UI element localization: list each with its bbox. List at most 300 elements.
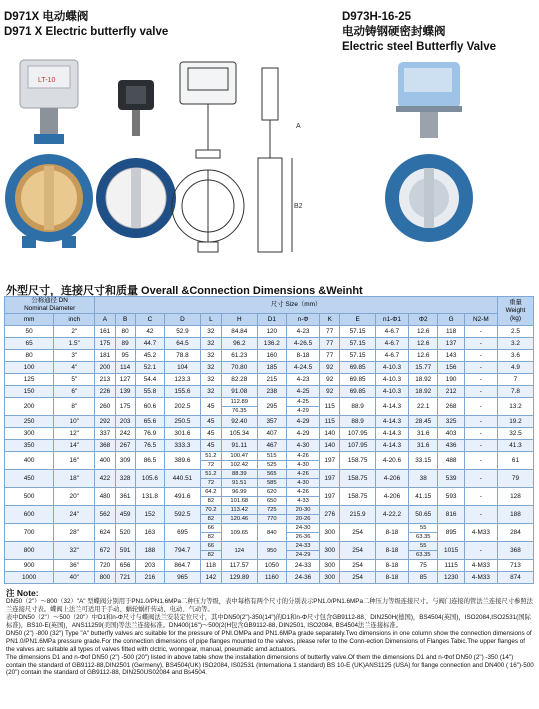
table-cell: 32.5	[497, 428, 533, 440]
table-cell: 64.5	[165, 338, 201, 350]
header-size: 尺寸 Size（mm）	[95, 297, 498, 314]
table-cell: 114	[115, 362, 135, 374]
table-row	[5, 524, 534, 542]
table-cell: -	[464, 398, 497, 416]
table-cell: 624	[95, 524, 115, 542]
table-cell: 128	[497, 488, 533, 506]
table-cell: 591	[115, 542, 135, 560]
table-cell: 309	[115, 452, 135, 470]
table-row	[5, 470, 534, 488]
table-row	[5, 440, 534, 452]
table-cell: 721	[115, 572, 135, 584]
table-cell: 51.2 72	[200, 452, 221, 470]
table-cell: -	[464, 374, 497, 386]
note-en-2: The dimensions D1 and n-Φof DN50 (2") -500 (20") listed in above table show the installation dimensions of butterfly valve.Of them the dimensions D1 and n-Φof DN50 (2") -350 (14") contain the standard of GB9112-88,DIN2501 (Germeny), BS4504(UK) ISO2084, IS02531 (Internationa 1 standard) BS 10-E (UK)ANS1125 (USA) for flange connection and DN400 ( 16")-500 (20") contain the standard of GB9112-88, DIN250US02084 and Bs4504.	[6, 654, 534, 677]
table-cell: 95	[115, 350, 135, 362]
table-cell: 92	[320, 386, 340, 398]
table-cell: 123.3	[165, 374, 201, 386]
table-cell: 295	[257, 398, 286, 416]
table-cell: 197	[320, 488, 340, 506]
table-cell: 1050	[257, 560, 286, 572]
table-cell: 250.5	[165, 416, 201, 428]
table-cell: 85	[409, 572, 438, 584]
product-photos	[0, 58, 539, 268]
table-cell: 80	[115, 326, 135, 338]
table-cell: 51.2 72	[200, 470, 221, 488]
table-cell: 874	[497, 572, 533, 584]
table-cell: 8-18	[375, 524, 408, 542]
table-cell: 32"	[54, 542, 95, 560]
table-cell: 600	[5, 506, 54, 524]
table-cell: 105.34	[222, 428, 258, 440]
table-cell: 15.77	[409, 362, 438, 374]
table-cell: 84.84	[222, 326, 258, 338]
table-cell: 45	[200, 428, 221, 440]
table-cell: 8-18	[375, 572, 408, 584]
table-cell: 32	[200, 338, 221, 350]
table-cell: 64.2 82	[200, 488, 221, 506]
table-cell: 104	[165, 362, 201, 374]
table-cell: 350	[5, 440, 54, 452]
table-cell: 4-14.3	[375, 416, 408, 428]
column-headers: mm inch A B C D L H D1 n-Φ K E n1-Φ1 Φ2 G N2-M	[5, 314, 534, 326]
table-cell: 4-6.7	[375, 326, 408, 338]
table-cell: 52.1	[135, 362, 164, 374]
table-cell: 215.9	[340, 506, 376, 524]
table-cell: 155.6	[165, 386, 201, 398]
table-cell: 202.5	[165, 398, 201, 416]
table-cell: 24-30 26-36	[287, 524, 320, 542]
table-cell: 12.6	[409, 326, 438, 338]
table-cell: 38	[409, 470, 438, 488]
table-cell: 440.51	[165, 470, 201, 488]
table-cell: 325	[438, 416, 464, 428]
table-cell: 20"	[54, 488, 95, 506]
table-cell: 203	[115, 416, 135, 428]
table-row	[5, 398, 534, 416]
table-cell: 720	[95, 560, 115, 572]
table-cell: 78.8	[165, 350, 201, 362]
note-title: 注 Note:	[6, 588, 39, 598]
table-cell: 4-206	[375, 488, 408, 506]
table-cell: 139	[115, 386, 135, 398]
table-cell: 61.23	[222, 350, 258, 362]
table-cell: 70.80	[222, 362, 258, 374]
table-cell: 4-M33	[464, 560, 497, 572]
table-cell: 2"	[54, 326, 95, 338]
table-cell: 127	[115, 374, 135, 386]
table-cell: 4-23	[287, 326, 320, 338]
table-cell: -	[464, 362, 497, 374]
table-row	[5, 374, 534, 386]
table-cell: 254	[340, 524, 376, 542]
table-cell: 213	[95, 374, 115, 386]
table-cell: 69.85	[340, 374, 376, 386]
table-cell: -	[464, 350, 497, 362]
table-cell: 41.3	[497, 440, 533, 452]
table-cell: 57.15	[340, 326, 376, 338]
table-cell: 436	[438, 440, 464, 452]
table-cell: 7.8	[497, 386, 533, 398]
table-cell: 4-14.3	[375, 440, 408, 452]
table-cell: 45	[200, 440, 221, 452]
table-row	[5, 452, 534, 470]
table-cell: 250	[5, 416, 54, 428]
table-cell: 12.6	[409, 338, 438, 350]
table-cell: 459	[115, 506, 135, 524]
table-cell: 672	[95, 542, 115, 560]
table-cell: 368	[497, 542, 533, 560]
table-row	[5, 386, 534, 398]
table-cell: 140	[320, 440, 340, 452]
table-cell: 28"	[54, 524, 95, 542]
table-cell: 57.15	[340, 338, 376, 350]
table-cell: 361	[115, 488, 135, 506]
table-cell: 620 650	[257, 488, 286, 506]
table-cell: 77	[320, 326, 340, 338]
table-row	[5, 350, 534, 362]
table-cell: -	[464, 386, 497, 398]
table-cell: 65.6	[135, 416, 164, 428]
table-cell: 491.6	[165, 488, 201, 506]
table-cell: 89	[115, 338, 135, 350]
table-cell: 156	[438, 362, 464, 374]
table-cell: 24-33 24-29	[287, 542, 320, 560]
table-cell: 840	[257, 524, 286, 542]
table-cell: 107.95	[340, 428, 376, 440]
table-cell: 284	[497, 524, 533, 542]
table-cell: 32	[200, 350, 221, 362]
table-cell: 131.8	[135, 488, 164, 506]
table-cell: 105.6	[135, 470, 164, 488]
table-cell: 136.2	[257, 338, 286, 350]
table-cell: 57.15	[340, 350, 376, 362]
table-cell: 4-10.3	[375, 362, 408, 374]
table-cell: 175	[95, 338, 115, 350]
table-cell: 188	[497, 506, 533, 524]
table-cell: 1015	[438, 542, 464, 560]
table-cell: 60.6	[135, 398, 164, 416]
table-cell: 216	[135, 572, 164, 584]
table-cell: 800	[95, 572, 115, 584]
table-row	[5, 572, 534, 584]
table-cell: 32	[200, 362, 221, 374]
table-cell: 260	[95, 398, 115, 416]
table-cell: -	[464, 470, 497, 488]
table-cell: 4-29	[287, 428, 320, 440]
table-cell: 400	[95, 452, 115, 470]
table-cell: 539	[438, 470, 464, 488]
table-cell: 12.6	[409, 350, 438, 362]
table-cell: -	[464, 338, 497, 350]
table-cell: 163	[135, 524, 164, 542]
table-cell: 24-33	[287, 560, 320, 572]
table-cell: 238	[257, 386, 286, 398]
table-cell: 2.5	[497, 326, 533, 338]
table-cell: 107.95	[340, 440, 376, 452]
table-cell: 129.89	[222, 572, 258, 584]
table-cell: 14"	[54, 440, 95, 452]
table-body	[5, 326, 534, 584]
table-cell: 389.6	[165, 452, 201, 470]
table-cell: 1000	[5, 572, 54, 584]
table-cell: 10"	[54, 416, 95, 428]
table-cell: 112.89 76.35	[222, 398, 258, 416]
table-cell: 4-30	[287, 440, 320, 452]
table-cell: 4-23	[287, 374, 320, 386]
table-cell: 197	[320, 452, 340, 470]
table-cell: 725 770	[257, 506, 286, 524]
table-cell: 50.65	[409, 506, 438, 524]
table-cell: 3.2	[497, 338, 533, 350]
table-cell: 4-26 4-30	[287, 452, 320, 470]
table-cell: 467	[257, 440, 286, 452]
table-cell: -	[464, 326, 497, 338]
table-cell: 368	[95, 440, 115, 452]
table-cell: 28.45	[409, 416, 438, 428]
table-cell: 8-18	[375, 560, 408, 572]
table-cell: 33.15	[409, 452, 438, 470]
table-cell: 4-26 4-33	[287, 488, 320, 506]
table-cell: 700	[5, 524, 54, 542]
table-cell: 100	[5, 362, 54, 374]
table-cell: 65	[5, 338, 54, 350]
table-cell: 55.8	[135, 386, 164, 398]
table-cell: 45	[200, 398, 221, 416]
table-cell: 300	[320, 572, 340, 584]
table-cell: 3.6	[497, 350, 533, 362]
table-cell: 32	[200, 374, 221, 386]
dimensions-table	[4, 296, 534, 584]
header-dn: 公称通径 DN Nominal Diameter	[5, 297, 95, 314]
right-title-en: Electric steel Butterfly Valve	[342, 41, 497, 53]
note-cn-1: DN50（2"）～800（32）"A" 型蝶阀分别用于PN1.0/PN1.6MPa二种压力等级，表中每格有两个尺寸的分别表示PN1.0/PN1.6MPa二种压力等级连接尺寸。与阀门连接的管法兰连接尺寸参照法兰连接尺寸表。蝶阀上法兰可适用于手动、蜗轮蜗杆传动、电动、气动等。	[6, 598, 533, 613]
table-cell: 254	[340, 542, 376, 560]
table-cell: 118	[438, 326, 464, 338]
table-cell: 895	[438, 524, 464, 542]
table-cell: 161	[95, 326, 115, 338]
table-cell: 8"	[54, 398, 95, 416]
table-cell: 1.5"	[54, 338, 95, 350]
table-cell: 36"	[54, 560, 95, 572]
table-cell: 91.11	[222, 440, 258, 452]
table-cell: 88.9	[340, 416, 376, 428]
table-cell: 400	[5, 452, 54, 470]
table-cell: 593	[438, 488, 464, 506]
table-cell: 88.9	[340, 398, 376, 416]
table-cell: 656	[115, 560, 135, 572]
table-cell: 713	[497, 560, 533, 572]
table-cell: 403	[438, 428, 464, 440]
table-cell: 18.92	[409, 386, 438, 398]
table-cell: 32	[200, 326, 221, 338]
left-title-en: D971 X Electric butterfly valve	[4, 26, 169, 38]
table-cell: 13.2	[497, 398, 533, 416]
table-cell: 61	[497, 452, 533, 470]
table-cell: 109.65	[222, 524, 258, 542]
table-cell: 267	[115, 440, 135, 452]
table-cell: 96.2	[222, 338, 258, 350]
table-cell: 158.75	[340, 470, 376, 488]
table-cell: 125	[5, 374, 54, 386]
table-cell: 950	[257, 542, 286, 560]
table-cell: 113.42 120.46	[222, 506, 258, 524]
table-row	[5, 506, 534, 524]
table-cell: 120	[257, 326, 286, 338]
table-cell: 185	[257, 362, 286, 374]
table-cell: 31.6	[409, 440, 438, 452]
table-cell: 7	[497, 374, 533, 386]
table-cell: 45.2	[135, 350, 164, 362]
table-cell: 150	[5, 386, 54, 398]
table-cell: 864.7	[165, 560, 201, 572]
table-cell: 4-26 4-30	[287, 470, 320, 488]
table-cell: 4-26.5	[287, 338, 320, 350]
table-cell: 268	[438, 398, 464, 416]
table-cell: 300	[320, 542, 340, 560]
table-cell: 190	[438, 374, 464, 386]
header-weight: 重量 Weight (kg)	[497, 297, 533, 326]
table-cell: 4-10.3	[375, 386, 408, 398]
table-cell: 197	[320, 470, 340, 488]
table-cell: 276	[320, 506, 340, 524]
table-cell: 300	[5, 428, 54, 440]
table-cell: -	[464, 488, 497, 506]
table-cell: 488	[438, 452, 464, 470]
table-cell: 337	[95, 428, 115, 440]
table-cell: 300	[320, 524, 340, 542]
table-cell: 900	[5, 560, 54, 572]
table-cell: 54.4	[135, 374, 164, 386]
section-title: 外型尺寸，连接尺寸和质量 Overall &Connection Dimensions &Weinht	[6, 285, 363, 297]
table-cell: 158.75	[340, 452, 376, 470]
left-product-header	[4, 10, 168, 40]
table-cell: 80	[5, 350, 54, 362]
valve-photo-1	[5, 60, 93, 248]
table-cell: 226	[95, 386, 115, 398]
dim-a-label: A	[296, 123, 301, 130]
table-cell: 515 525	[257, 452, 286, 470]
table-cell: 24"	[54, 506, 95, 524]
table-cell: -	[464, 428, 497, 440]
table-cell: 562	[95, 506, 115, 524]
table-cell: 66 82	[200, 542, 221, 560]
table-cell: 450	[5, 470, 54, 488]
table-cell: 118	[200, 560, 221, 572]
table-cell: 200	[5, 398, 54, 416]
table-cell: 4-6.7	[375, 338, 408, 350]
table-cell: -	[464, 452, 497, 470]
table-cell: 565 585	[257, 470, 286, 488]
table-cell: 160	[257, 350, 286, 362]
table-cell: 4-14.3	[375, 428, 408, 440]
table-cell: 117.57	[222, 560, 258, 572]
table-cell: 407	[257, 428, 286, 440]
table-cell: 242	[115, 428, 135, 440]
table-cell: 175	[115, 398, 135, 416]
table-cell: 4.9	[497, 362, 533, 374]
table-cell: 24-36	[287, 572, 320, 584]
table-cell: 1115	[438, 560, 464, 572]
table-cell: 6"	[54, 386, 95, 398]
table-row	[5, 428, 534, 440]
table-row	[5, 488, 534, 506]
table-cell: 4-20.6	[375, 452, 408, 470]
table-cell: 44.7	[135, 338, 164, 350]
table-cell: 70.2 82	[200, 506, 221, 524]
table-cell: 695	[165, 524, 201, 542]
table-cell: 92	[320, 374, 340, 386]
table-cell: 32	[200, 386, 221, 398]
table-cell: 75	[409, 560, 438, 572]
table-cell: 92	[320, 362, 340, 374]
table-cell: 3"	[54, 350, 95, 362]
right-product-header	[342, 10, 496, 55]
table-cell: 4-206	[375, 470, 408, 488]
table-cell: 4-M33	[464, 572, 497, 584]
table-cell: 82.28	[222, 374, 258, 386]
valve-side-drawing	[258, 68, 303, 252]
table-row	[5, 560, 534, 572]
table-cell: 31.6	[409, 428, 438, 440]
table-cell: 328	[115, 470, 135, 488]
table-cell: 143	[438, 350, 464, 362]
valve-drawing	[172, 62, 244, 252]
table-cell: 333.3	[165, 440, 201, 452]
table-cell: 86.5	[135, 452, 164, 470]
table-cell: 158.75	[340, 488, 376, 506]
table-cell: 76.5	[135, 440, 164, 452]
dim-b2-label: B2	[294, 203, 303, 210]
table-row	[5, 542, 534, 560]
table-row	[5, 338, 534, 350]
table-cell: 55 63.35	[409, 542, 438, 560]
table-cell: 140	[320, 428, 340, 440]
table-cell: -	[464, 440, 497, 452]
table-cell: 1160	[257, 572, 286, 584]
table-cell: 22.1	[409, 398, 438, 416]
valve-photo-2	[96, 80, 176, 238]
table-cell: -	[464, 416, 497, 428]
right-model: D973H-16-25	[342, 11, 412, 23]
table-cell: 794.7	[165, 542, 201, 560]
table-cell: 212	[438, 386, 464, 398]
table-cell: -	[464, 542, 497, 560]
table-cell: 8-18	[287, 350, 320, 362]
table-cell: 254	[340, 560, 376, 572]
table-cell: 4-29	[287, 416, 320, 428]
table-cell: 4-25 4-29	[287, 398, 320, 416]
table-cell: 18"	[54, 470, 95, 488]
table-cell: 152	[135, 506, 164, 524]
table-cell: 79	[497, 470, 533, 488]
table-cell: 76.9	[135, 428, 164, 440]
table-cell: 292	[95, 416, 115, 428]
table-cell: 137	[438, 338, 464, 350]
table-cell: 69.85	[340, 386, 376, 398]
table-cell: 4-22.2	[375, 506, 408, 524]
table-cell: 124	[222, 542, 258, 560]
table-cell: 181	[95, 350, 115, 362]
valve-photo-4	[385, 62, 473, 242]
table-cell: 1230	[438, 572, 464, 584]
table-cell: 200	[95, 362, 115, 374]
table-cell: 50	[5, 326, 54, 338]
note-en-1: DN50 (2") -800 (32") Type "A" butterfly valves arc suitable for the pressure of PNI.OMPa and PN1.6MPa grade separately.Two dimensions in one column show the connection dimensions of PN1.0/PN1.6MPa pressure grade.For the connection dimensions of pipe flanges mounted to the valves, please refer to the Conn-ection Dimensions of Flanges Tabic.The upper flanges of the valves arc suitable all types of valves fitted with clctric, wonngear, manual, pneumatic amd actuators.	[6, 630, 532, 653]
table-cell: 4-6.7	[375, 350, 408, 362]
table-cell: 520	[115, 524, 135, 542]
table-cell: 480	[95, 488, 115, 506]
